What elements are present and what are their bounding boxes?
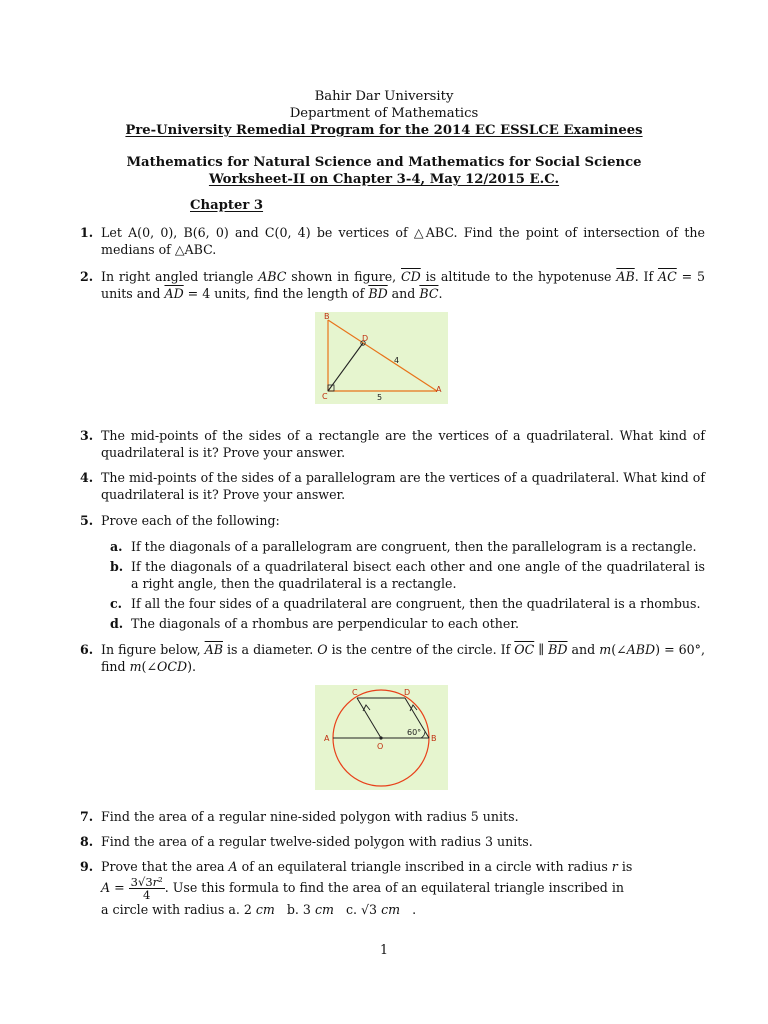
label-a: A (436, 385, 442, 394)
item-label: a. (110, 539, 123, 554)
question-7 (80, 808, 705, 825)
question-number: 3. (80, 428, 94, 443)
item-label: c. (110, 596, 123, 611)
item-label: b. (110, 559, 124, 574)
question-number: 5. (80, 513, 94, 528)
question-text: Prove that the area A of an equilateral triangle inscribed in a circle with radius r is A = $\frac{\text{3√3r²}}{4}$ . Use this formula to find the area of an equilateral triangle inscribed in a circle with radius a. 2 cm b. 3 cm c. √3 cm . (101, 859, 633, 917)
question-6 (80, 641, 705, 675)
question-4 (80, 469, 705, 503)
question-5-item-b (110, 558, 705, 592)
worksheet-title: Worksheet-II on Chapter 3-4, May 12/2015 E.C. (208, 172, 560, 187)
question-3 (80, 427, 705, 461)
question-text: The mid-points of the sides of a parallelogram are the vertices of a quadrilateral. What kind of quadrilateral is it? Prove your answer. (101, 470, 705, 502)
circle-figure (315, 685, 448, 790)
question-5-item-d (110, 615, 705, 632)
label-ca-length: 5 (377, 393, 383, 402)
item-label: d. (110, 616, 124, 631)
question-text: Prove each of the following: (101, 513, 280, 528)
question-number: 7. (80, 809, 94, 824)
label-d: D (404, 688, 411, 697)
circle-diagram (315, 685, 448, 790)
item-text: The diagonals of a rhombus are perpendicular to each other. (131, 616, 519, 631)
question-number: 2. (80, 269, 94, 284)
question-number: 1. (80, 225, 94, 240)
label-b: B (431, 734, 437, 743)
question-text: The mid-points of the sides of a rectangle are the vertices of a quadrilateral. What kind of quadrilateral is it? Prove your answer. (101, 428, 705, 460)
right-triangle-figure (315, 312, 448, 404)
triangle-diagram (315, 312, 448, 404)
question-text: In right angled triangle ABC shown in figure, $\overline{CD}$ is altitude to the hypotenuse $\overline{AB}$. If $\overline{AC} = 5$ units and $\overline{AD} = 4$ units, find the length of $\overline{BD}$ and $\overline{BC}$. (101, 269, 705, 301)
question-5 (80, 512, 705, 529)
question-1 (80, 224, 705, 258)
label-ad-length: 4 (394, 356, 400, 365)
label-o: O (377, 742, 384, 751)
question-number: 4. (80, 470, 94, 485)
course-title: Mathematics for Natural Science and Mathematics for Social Science (126, 155, 642, 170)
page-number: 1 (379, 942, 388, 957)
label-b: B (324, 312, 330, 321)
program-title: Pre-University Remedial Program for the 2014 EC ESSLCE Examinees (125, 123, 643, 138)
question-text: Find the area of a regular nine-sided polygon with radius 5 units. (101, 809, 519, 824)
question-number: 9. (80, 859, 94, 874)
label-d: D (362, 334, 369, 343)
question-5-item-a (110, 538, 705, 555)
question-9 (80, 858, 705, 919)
question-8 (80, 833, 705, 850)
item-text: If all the four sides of a quadrilateral are congruent, then the quadrilateral is a rhombus. (131, 596, 701, 611)
item-text: If the diagonals of a parallelogram are congruent, then the parallelogram is a rectangle. (131, 539, 697, 554)
label-angle: 60° (407, 728, 422, 737)
question-5-item-c (110, 595, 705, 612)
question-2 (80, 268, 705, 302)
question-text: In figure below, $\overline{AB}$ is a diameter. O is the centre of the circle. If $\overline{OC}$ ∥ $\overline{BD}$ and m(∠ABD) = 60°, find m(∠OCD). (101, 642, 705, 674)
question-text: Find the area of a regular twelve-sided polygon with radius 3 units. (101, 834, 533, 849)
label-c: C (352, 688, 358, 697)
chapter-heading: Chapter 3 (190, 198, 264, 213)
question-number: 8. (80, 834, 94, 849)
university-name: Bahir Dar University (314, 89, 454, 104)
department-name: Department of Mathematics (289, 106, 479, 121)
label-a: A (324, 734, 330, 743)
question-text: Let A(0, 0), B(6, 0) and C(0, 4) be vertices of △ABC. Find the point of intersection of the medians of △ABC. (101, 225, 705, 257)
question-number: 6. (80, 642, 94, 657)
label-c: C (322, 392, 328, 401)
item-text: If the diagonals of a quadrilateral bisect each other and one angle of the quadrilateral is a right angle, then the quadrilateral is a rectangle. (131, 559, 705, 591)
